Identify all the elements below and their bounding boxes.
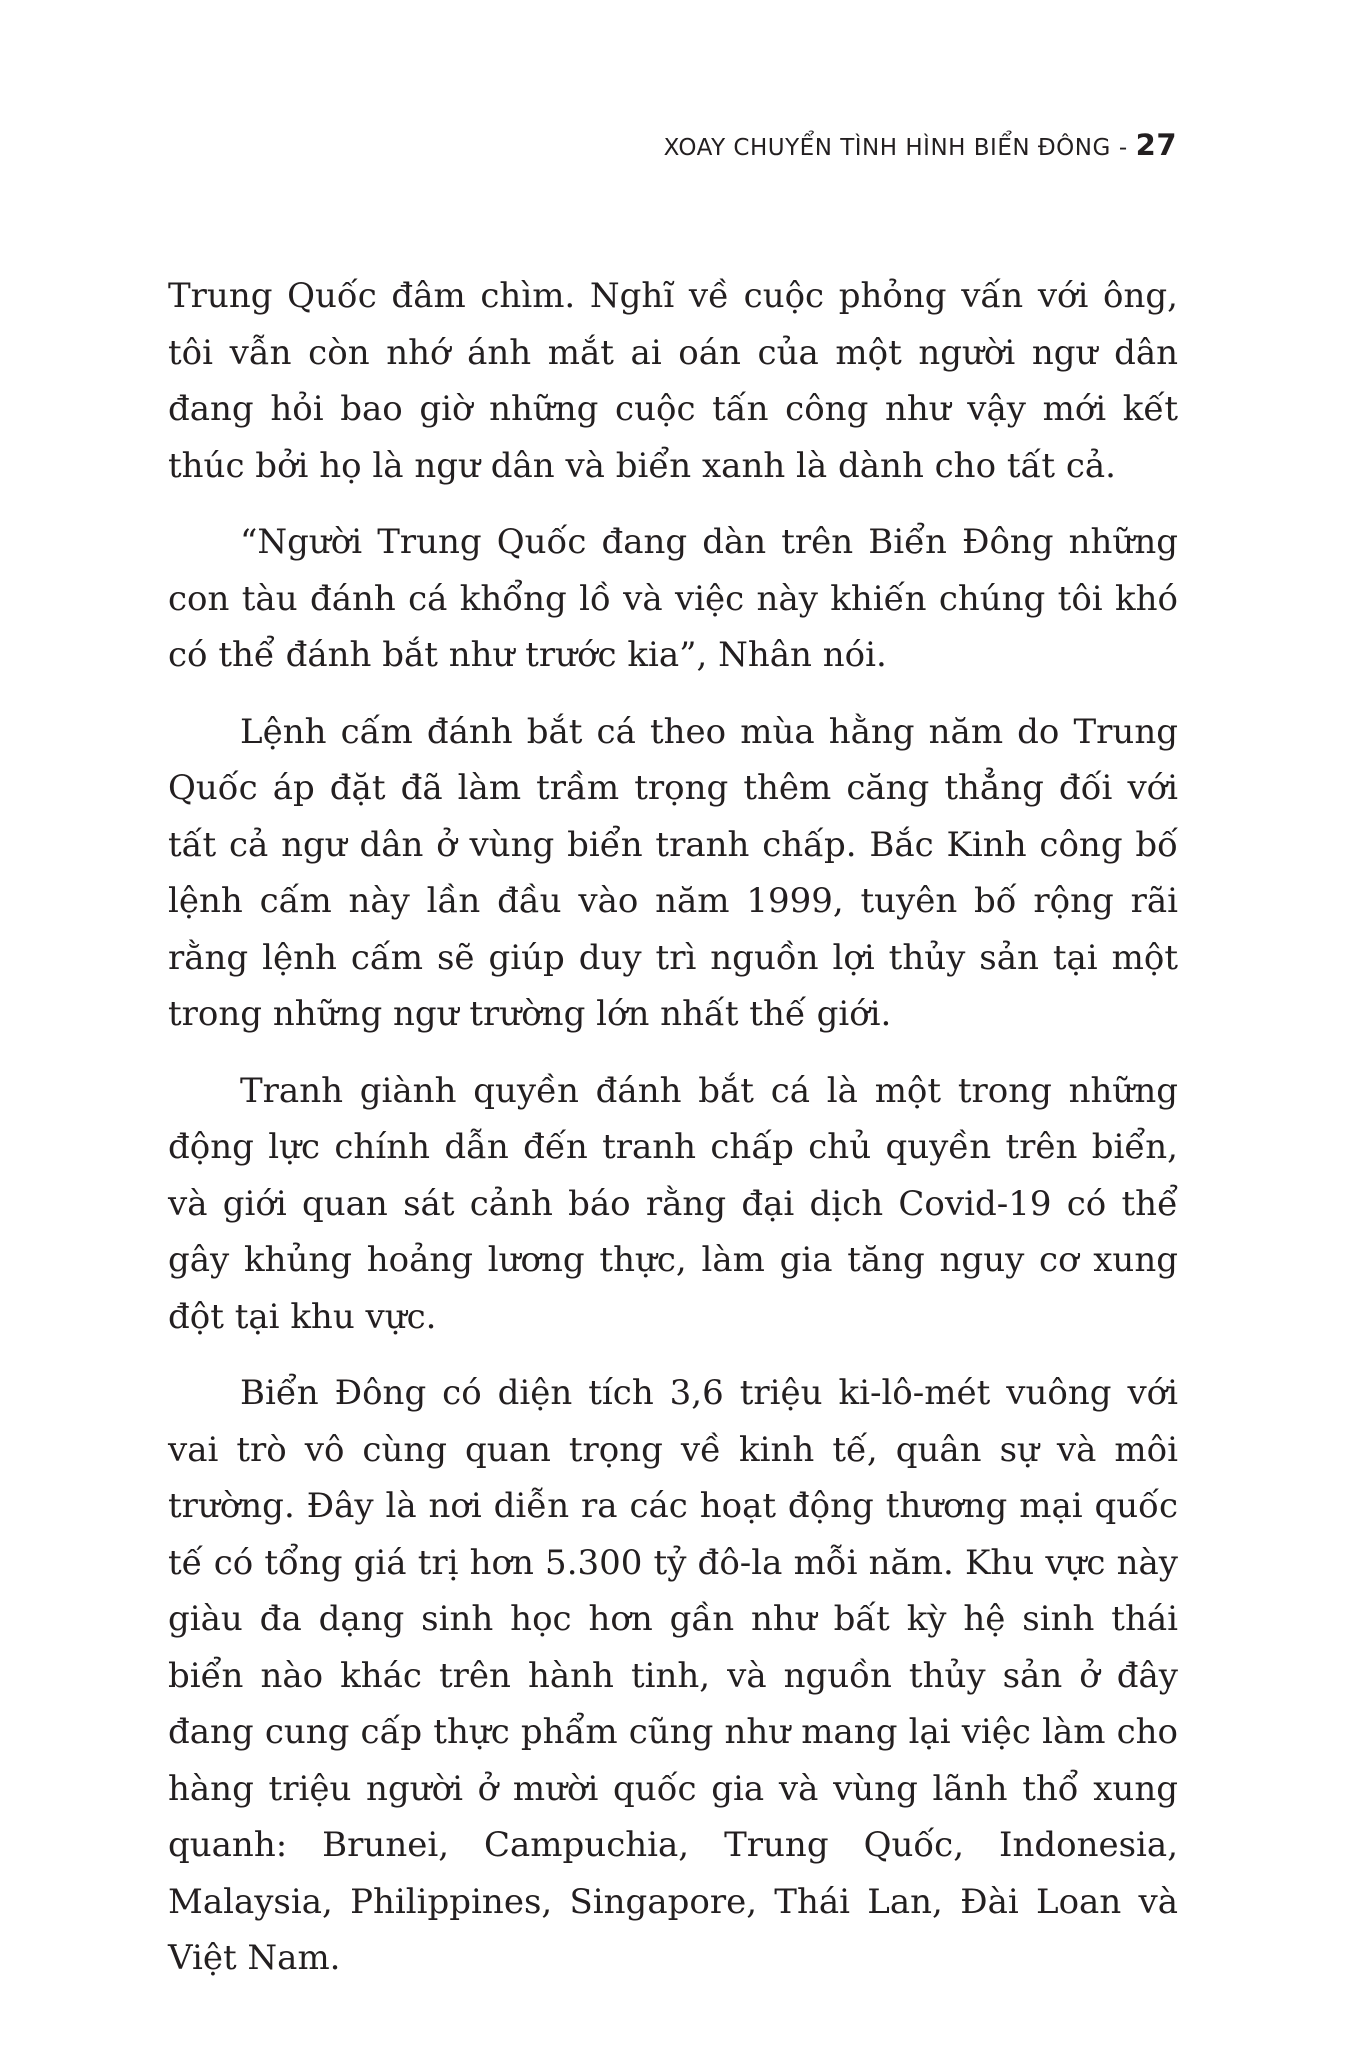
paragraph-fishing-ban: Lệnh cấm đánh bắt cá theo mùa hằng năm do Trung Quốc áp đặt đã làm trầm trọng thêm căng thẳng đối với tất cả ngư dân ở vùng biển tranh chấp. Bắc Kinh công bố lệnh cấm này lần đầu vào năm 1999, tuyên bố rộng rãi rằng lệnh cấm sẽ giúp duy trì nguồn lợi thủy sản tại một trong những ngư trường lớn nhất thế giới. bbox=[168, 711, 1178, 1034]
running-header-separator: - bbox=[1118, 135, 1128, 161]
paragraph-continuation: Trung Quốc đâm chìm. Nghĩ về cuộc phỏng vấn với ông, tôi vẫn còn nhớ ánh mắt ai oán của một người ngư dân đang hỏi bao giờ những cuộc tấn công như vậy mới kết thúc bởi họ là ngư dân và biển xanh là dành cho tất cả. bbox=[168, 276, 1178, 486]
running-header-title: XOAY CHUYỂN TÌNH HÌNH BIỂN ĐÔNG bbox=[663, 135, 1111, 161]
running-header bbox=[664, 128, 1177, 162]
paragraph-bien-dong-overview: Biển Đông có diện tích 3,6 triệu ki-lô-mét vuông với vai trò vô cùng quan trọng về kinh tế, quân sự và môi trường. Đây là nơi diễn ra các hoạt động thương mại quốc tế có tổng giá trị hơn 5.300 tỷ đô-la mỗi năm. Khu vực này giàu đa dạng sinh học hơn gần như bất kỳ hệ sinh thái biển nào khác trên hành tinh, và nguồn thủy sản ở đây đang cung cấp thực phẩm cũng như mang lại việc làm cho hàng triệu người ở mười quốc gia và vùng lãnh thổ xung quanh: Brunei, Campuchia, Trung Quốc, Indonesia, Malaysia, Philippines, Singapore, Thái Lan, Đài Loan và Việt Nam. bbox=[168, 1373, 1178, 1978]
body-text bbox=[168, 268, 1178, 2007]
page-number: 27 bbox=[1135, 128, 1177, 162]
paragraph-fishing-rights: Tranh giành quyền đánh bắt cá là một trong những động lực chính dẫn đến tranh chấp chủ quyền trên biển, và giới quan sát cảnh báo rằng đại dịch Covid-19 có thể gây khủng hoảng lương thực, làm gia tăng nguy cơ xung đột tại khu vực. bbox=[168, 1070, 1178, 1337]
paragraph-quote-nhan: “Người Trung Quốc đang dàn trên Biển Đông những con tàu đánh cá khổng lồ và việc này khiến chúng tôi khó có thể đánh bắt như trước kia”, Nhân nói. bbox=[168, 522, 1178, 675]
